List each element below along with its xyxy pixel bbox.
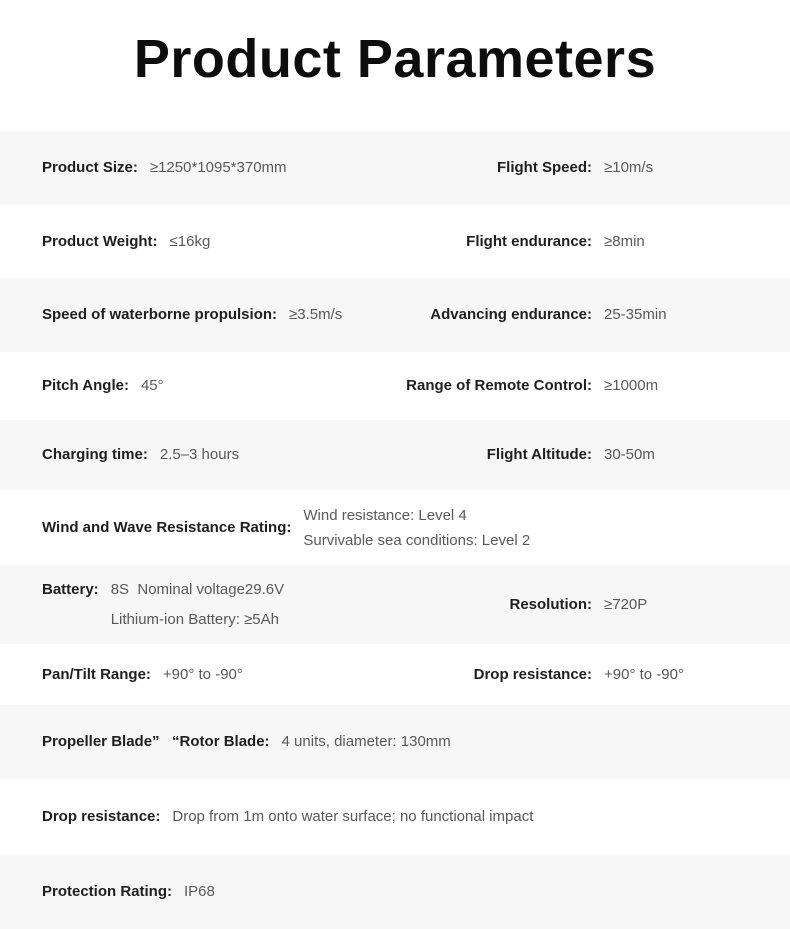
spec-value: ≥1250*1095*370mm — [149, 159, 287, 176]
spec-value: ≥10m/s — [604, 159, 654, 176]
spec-pair-protection-rating — [42, 879, 790, 905]
spec-row-pitch-angle — [0, 352, 790, 420]
spec-value: ≤16kg — [169, 232, 211, 250]
spec-value-line: Survivable sea conditions: Level 2 — [303, 531, 531, 549]
spec-label: Drop resistance: — [473, 665, 592, 683]
spec-label: Speed of waterborne propulsion: — [42, 306, 278, 323]
spec-pair-resolution — [392, 592, 790, 618]
spec-value-multiline — [303, 503, 530, 553]
spec-label: Advancing endurance: — [430, 306, 592, 323]
spec-row-drop-resistance — [0, 779, 790, 855]
spec-label: Pan/Tilt Range: — [42, 665, 151, 683]
spec-label: Flight endurance: — [466, 232, 592, 250]
spec-value-multiline — [111, 575, 284, 635]
spec-pair-battery — [42, 575, 392, 635]
spec-value: Drop from 1m onto water surface; no functional impact — [172, 808, 534, 825]
spec-label: Wind and Wave Resistance Rating: — [42, 518, 292, 536]
spec-pair-drop-resistance-angle — [392, 662, 790, 688]
spec-label: Propeller Blade” “Rotor Blade: — [42, 733, 270, 750]
spec-pair-propeller-blade — [42, 729, 790, 755]
spec-value: 25-35min — [604, 306, 667, 323]
spec-row-propeller-blade — [0, 705, 790, 779]
spec-pair-pitch-angle — [42, 373, 392, 399]
spec-pair-flight-speed — [392, 155, 790, 181]
spec-pair-drop-resistance — [42, 804, 790, 830]
spec-label: Charging time: — [42, 446, 148, 463]
spec-value: ≥720P — [604, 595, 648, 613]
spec-row-wind-wave-rating — [0, 490, 790, 565]
spec-value-line: Lithium-ion Battery: ≥5Ah — [110, 610, 279, 628]
spec-label: Resolution: — [509, 595, 592, 613]
spec-pair-product-size — [42, 155, 392, 181]
spec-label: Flight Altitude: — [486, 446, 592, 463]
spec-value: ≥1000m — [604, 377, 659, 394]
spec-row-pan-tilt-range — [0, 644, 790, 705]
spec-value-line: Wind resistance: Level 4 — [303, 506, 467, 524]
spec-label: Drop resistance: — [42, 808, 161, 825]
spec-label: Pitch Angle: — [42, 377, 129, 394]
spec-value: ≥3.5m/s — [289, 306, 343, 323]
spec-pair-charging-time — [42, 442, 392, 468]
title-block — [0, 0, 790, 131]
spec-value: ≥8min — [604, 232, 645, 250]
spec-label: Range of Remote Control: — [406, 377, 592, 394]
spec-pair-product-weight — [42, 229, 392, 255]
spec-label: Product Size: — [42, 159, 138, 176]
spec-pair-remote-range — [392, 373, 790, 399]
spec-row-product-size — [0, 131, 790, 205]
spec-value: +90° to -90° — [162, 665, 243, 683]
spec-row-product-weight — [0, 205, 790, 278]
spec-pair-advancing-endurance — [392, 302, 790, 328]
spec-value: 30-50m — [604, 446, 655, 463]
spec-value: +90° to -90° — [604, 665, 684, 683]
spec-value: 4 units, diameter: 130mm — [281, 733, 451, 750]
spec-pair-wind-wave-rating — [42, 503, 790, 553]
spec-value: 2.5–3 hours — [159, 446, 240, 463]
spec-label: Product Weight: — [42, 232, 158, 250]
spec-row-battery — [0, 565, 790, 644]
spec-value: 45° — [140, 377, 164, 394]
spec-row-waterborne-speed — [0, 278, 790, 352]
spec-label: Protection Rating: — [42, 883, 172, 900]
spec-pair-pan-tilt-range — [42, 662, 392, 688]
spec-pair-waterborne-speed — [42, 302, 392, 328]
spec-label: Flight Speed: — [497, 159, 592, 176]
spec-label: Battery: — [42, 580, 99, 598]
spec-value: IP68 — [184, 883, 215, 900]
page-title: Product Parameters — [133, 28, 657, 89]
spec-row-protection-rating — [0, 855, 790, 929]
spec-value-line: 8S Nominal voltage29.6V — [110, 580, 285, 598]
spec-pair-flight-altitude — [392, 442, 790, 468]
spec-row-charging-time — [0, 420, 790, 490]
spec-pair-flight-endurance — [392, 229, 790, 255]
